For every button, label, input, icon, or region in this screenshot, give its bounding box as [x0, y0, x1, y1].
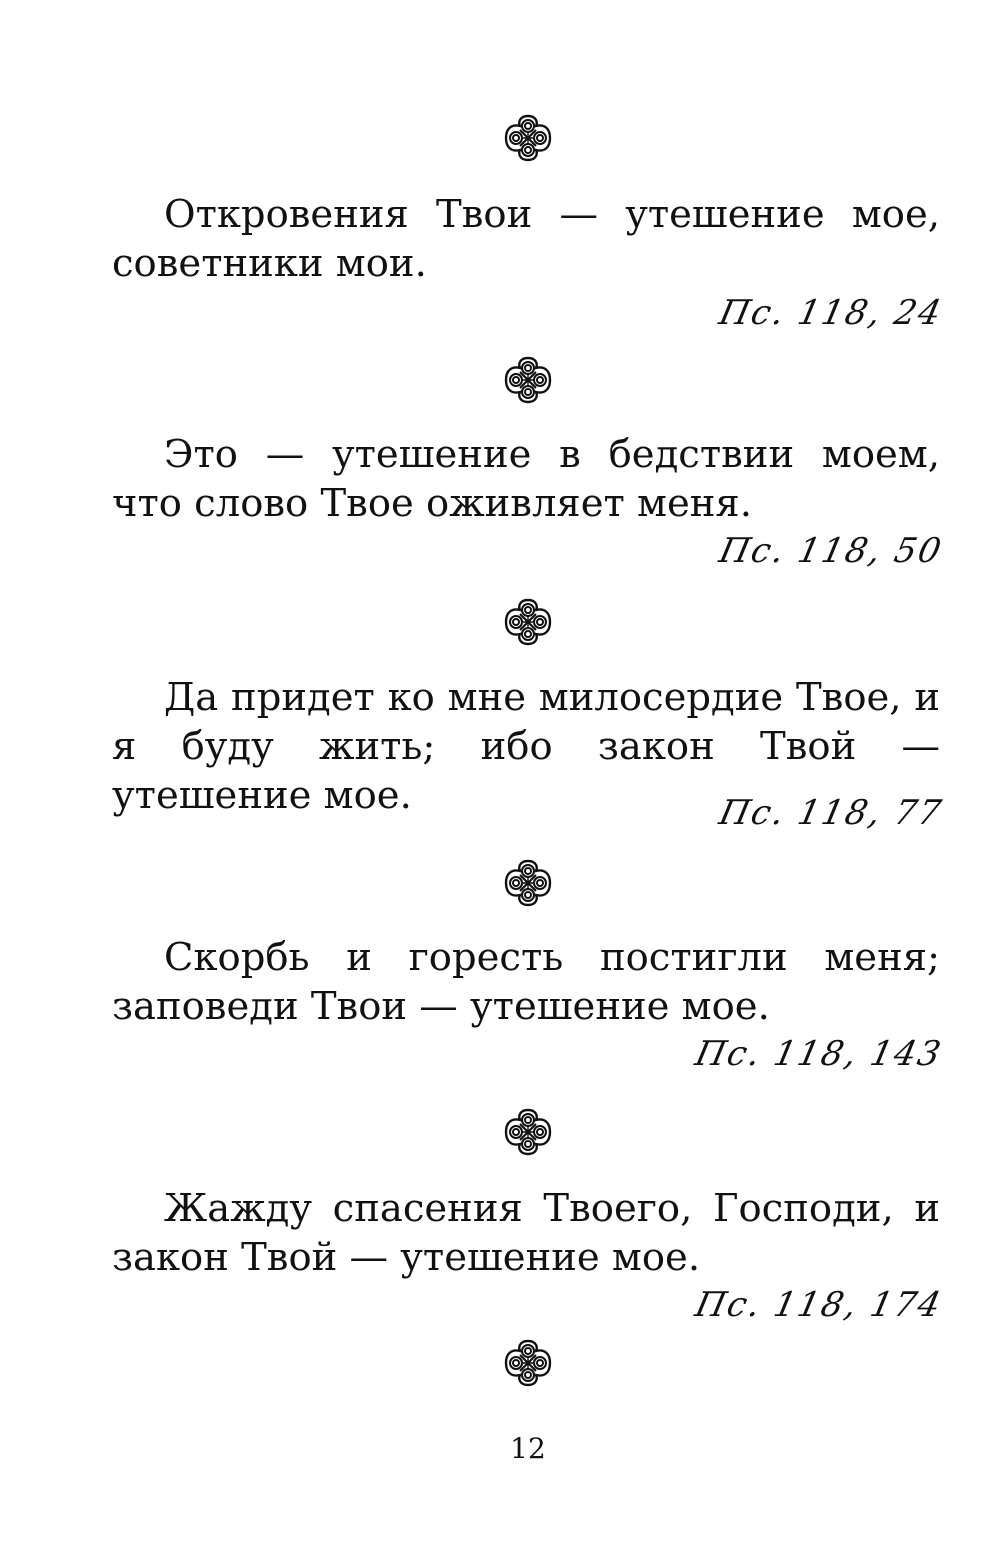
verse-reference: Пс. 118, 143 — [692, 1034, 947, 1074]
ornament-icon — [500, 1104, 556, 1160]
page-number: 12 — [510, 1432, 546, 1465]
ornament-icon — [500, 110, 556, 166]
verse-text: Это — утешение в бедствии моем, что слово Твое оживляет меня. — [112, 432, 940, 526]
verse-reference: Пс. 118, 50 — [715, 531, 947, 571]
ornament-icon — [500, 855, 556, 911]
verse-text: Откровения Твои — утешение мое, советники мои. — [112, 192, 940, 286]
verse-text: Да придет ко мне милосердие Твое, и я буду жить; ибо закон Твой — утешение мое. — [112, 675, 940, 818]
verse-reference: Пс. 118, 24 — [715, 293, 947, 333]
verse-text: Скорбь и горесть постигли меня; заповеди Твои — утешение мое. — [112, 935, 940, 1029]
ornament-icon — [500, 352, 556, 408]
verse-text: Жажду спасения Твоего, Господи, и закон Твой — утешение мое. — [112, 1186, 940, 1280]
ornament-icon — [500, 1335, 556, 1391]
verse-reference: Пс. 118, 77 — [715, 793, 947, 833]
ornament-icon — [500, 594, 556, 650]
verse-reference: Пс. 118, 174 — [692, 1285, 947, 1325]
